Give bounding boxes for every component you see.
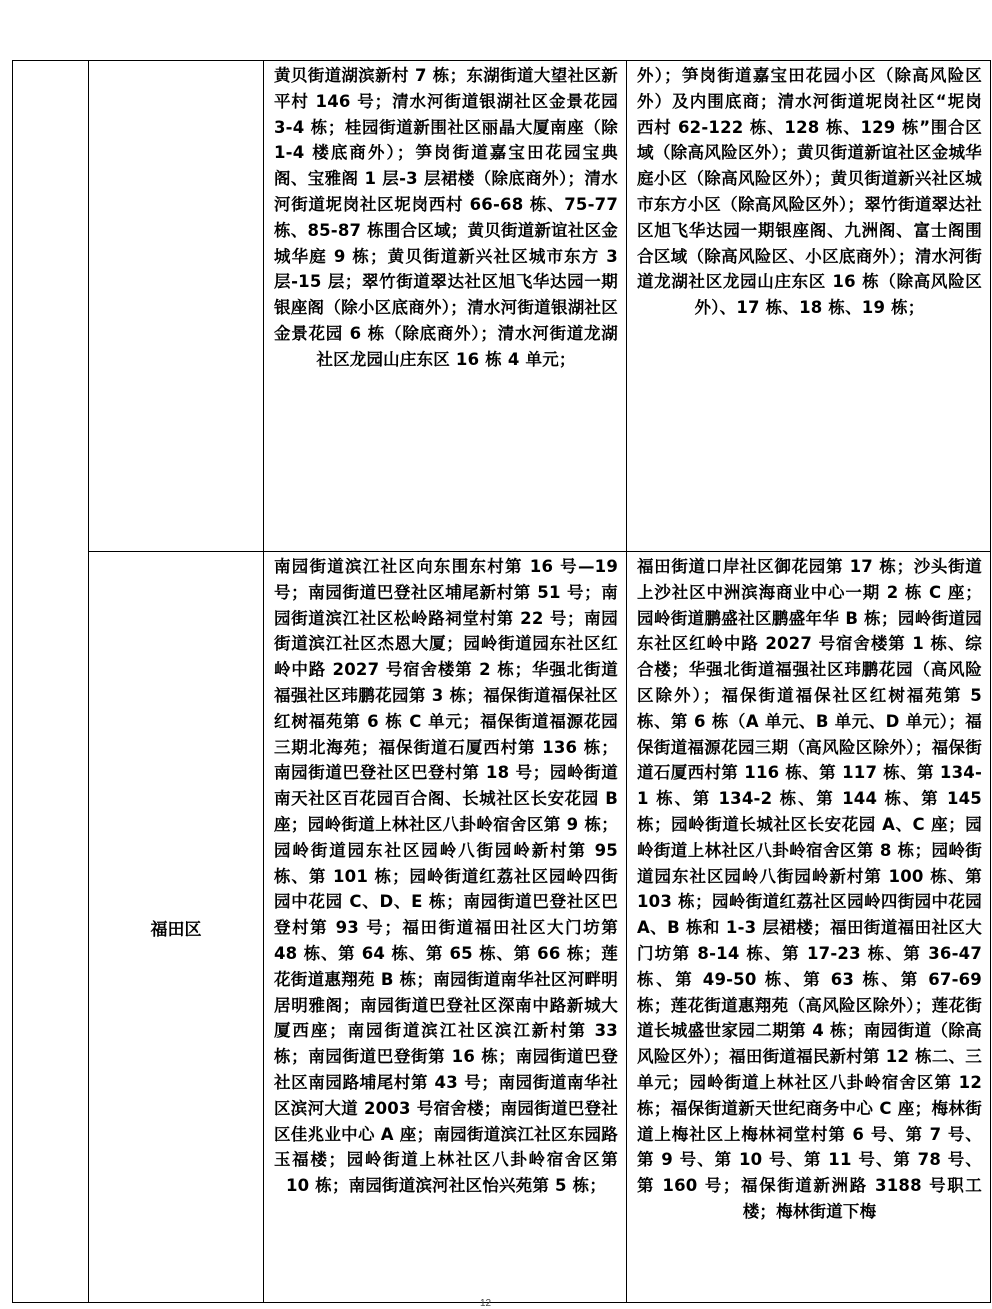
- table-row: [13, 552, 991, 1303]
- district-cell-futian: 福田区: [89, 552, 264, 1303]
- medium-risk-text: 外）；笋岗街道嘉宝田花园小区（除高风险区外）及内围底商；清水河街道坭岗社区“坭岗西村 62-122 栋、128 栋、129 栋”围合区域（除高风险区外）；黄贝街道新谊社区金城华庭小区（除高风险区外）；黄贝街道新兴社区城市东方小区（除高风险区外）；翠竹街道翠达社区旭飞华达园一期银座阁、九洲阁、富士阁围合区域（除高风险区、小区底商外）；清水河街道龙湖社区龙园山庄东区 16 栋（除高风险区外）、17 栋、18 栋、19 栋；: [637, 66, 982, 318]
- risk-area-table: [12, 60, 991, 1303]
- district-cell: [89, 61, 264, 552]
- high-risk-text: 南园街道滨江社区向东围东村第 16 号—19 号；南园街道巴登社区埔尾新村第 51 号；南园街道滨江社区松岭路祠堂村第 22 号；南园街道滨江社区杰恩大厦；园岭街道园东社区红岭中路 2027 号宿舍楼第 2 栋；华强北街道福强社区玮鹏花园第 3 栋；福保街道福保社区红树福苑第 6 栋 C 单元；福保街道福源花园三期北海苑；福保街道石厦西村第 136 栋；南园街道巴登社区巴登村第 18 号；园岭街道南天社区百花园百合阁、长城社区长安花园 B 座；园岭街道上林社区八卦岭宿舍区第 9 栋；园岭街道园东社区园岭八街园岭新村第 95 栋、第 101 栋；园岭街道红荔社区园岭四街园中花园 C、D、E 栋；南园街道巴登社区巴登村第 93 号；福田街道福田社区大门坊第 48 栋、第 64 栋、第 65 栋、第 66 栋；莲花街道惠翔苑 B 栋；南园街道南华社区河畔明居明雅阁；南园街道巴登社区深南中路新城大厦西座；南园街道滨江社区滨江新村第 33 栋；南园街道巴登街第 16 栋；南园街道巴登社区南园路埔尾村第 43 号；南园街道南华社区滨河大道 2003 号宿舍楼；南园街道巴登社区佳兆业中心 A 座；南园街道滨江社区东园路玉福楼；园岭街道上林社区八卦岭宿舍区第 10 栋；南园街道滨河社区怡兴苑第 5 栋；: [274, 557, 624, 1196]
- table-row: [13, 61, 991, 552]
- high-risk-cell: [264, 552, 627, 1303]
- high-risk-cell: [264, 61, 627, 552]
- medium-risk-text: 福田街道口岸社区御花园第 17 栋；沙头街道上沙社区中洲滨海商业中心一期 2 栋 C 座；园岭街道鹏盛社区鹏盛年华 B 栋；园岭街道园东社区红岭中路 2027 号宿舍楼第 1 栋、综合楼；华强北街道福强社区玮鹏花园（高风险区除外）；福保街道福保社区红树福苑第 5 栋、第 6 栋（A 单元、B 单元、D 单元）；福保街道福源花园三期（高风险区除外）；福保街道石厦西村第 116 栋、第 117 栋、第 134-1 栋、第 134-2 栋、第 144 栋、第 145 栋；园岭街道长城社区长安花园 A、C 座；园岭街道上林社区八卦岭宿舍区第 8 栋；园岭街道园东社区园岭八街园岭新村第 100 栋、第 103 栋；园岭街道红荔社区园岭四街园中花园 A、B 栋和 1-3 层裙楼；福田街道福田社区大门坊第 8-14 栋、第 17-23 栋、第 36-47 栋、第 49-50 栋、第 63 栋、第 67-69 栋；莲花街道惠翔苑（高风险区除外）；莲花街道长城盛世家园二期第 4 栋；南园街道（除高风险区外）；福田街道福民新村第 12 栋二、三单元；园岭街道上林社区八卦岭宿舍区第 12 栋；福保街道新天世纪商务中心 C 座；梅林街道上梅社区上梅林祠堂村第 6 号、第 7 号、第 9 号、第 10 号、第 11 号、第 78 号、第 160 号；福保街道新洲路 3188 号职工楼；梅林街道下梅: [637, 557, 988, 1221]
- page-number: 12: [480, 1298, 492, 1309]
- high-risk-text: 黄贝街道湖滨新村 7 栋；东湖街道大望社区新平村 146 号；清水河街道银湖社区金景花园 3-4 栋；桂园街道新围社区丽晶大厦南座（除 1-4 楼底商外）；笋岗街道嘉宝田花园宝典阁、宝雅阁 1 层-3 层裙楼（除底商外）；清水河街道坭岗社区坭岗西村 66-68 栋、75-77 栋、85-87 栋围合区域；黄贝街道新谊社区金城华庭 9 栋；黄贝街道新兴社区城市东方 3 层-15 层；翠竹街道翠达社区旭飞华达园一期银座阁（除小区底商外）；清水河街道银湖社区金景花园 6 栋（除底商外）；清水河街道龙湖社区龙园山庄东区 16 栋 4 单元；: [274, 66, 624, 369]
- medium-risk-cell: [627, 552, 991, 1303]
- city-cell: [13, 61, 89, 1303]
- medium-risk-cell: [627, 61, 991, 552]
